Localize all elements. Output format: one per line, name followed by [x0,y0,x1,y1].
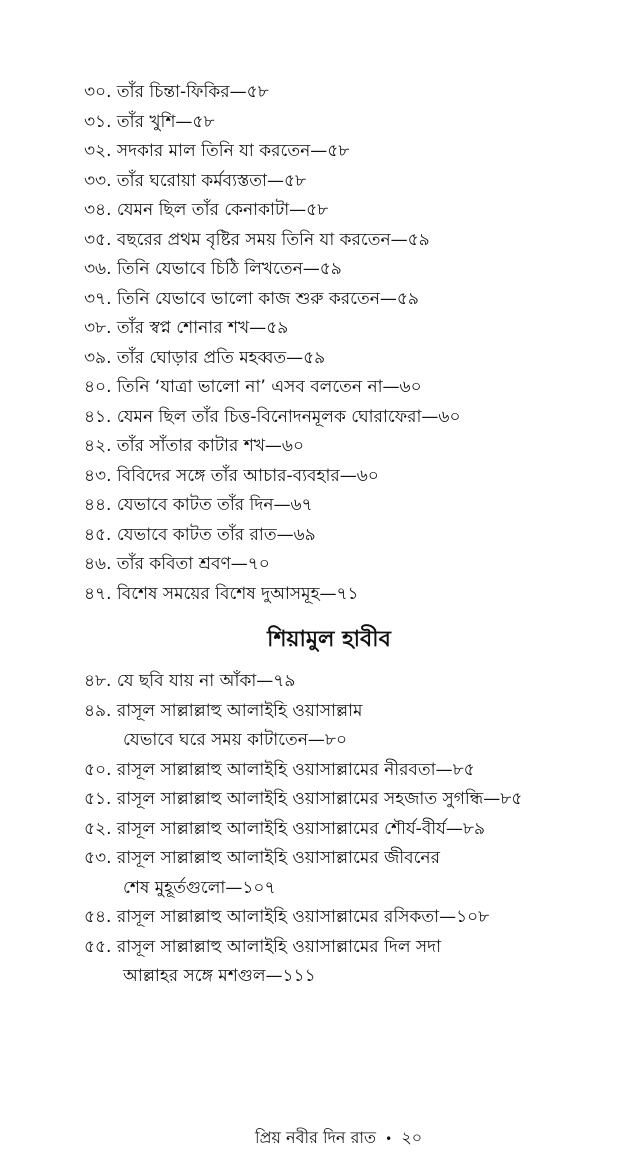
toc-entry: ৪৬. তাঁর কবিতা শ্রবণ—৭০ [84,554,270,574]
toc-entry: ৩৭. তিনি যেভাবে ভালো কাজ শুরু করতেন—৫৯ [84,288,419,309]
page-footer [255,1125,422,1152]
toc-entry: ৪১. যেমন ছিল তাঁর চিত্ত-বিনোদনমূলক ঘোরাফেরা—৬০ [84,406,461,427]
toc-entry-continuation: যেভাবে ঘরে সময় কাটাতেন—৮০ [123,730,347,750]
toc-entry: ৩৮. তাঁর স্বপ্ন শোনার শখ—৫৯ [84,318,289,338]
toc-entry: ৪৪. যেভাবে কাটত তাঁর দিন—৬৭ [84,495,313,515]
toc-entry-continuation: শেষ মুহূর্তগুলো—১০৭ [123,877,276,898]
toc-entry: ৩৫. বছরের প্রথম বৃষ্টির সময় তিনি যা করতেন—৫৯ [84,229,430,250]
toc-entry: ৩০. তাঁর চিন্তা-ফিকির—৫৮ [84,82,269,102]
toc-entry: ৪২. তাঁর সাঁতার কাটার শখ—৬০ [84,436,305,456]
toc-entry-continuation: আল্লাহর সঙ্গে মশগুল—১১১ [123,966,316,986]
toc-entry: ৩৩. তাঁর ঘরোয়া কর্মব্যস্ততা—৫৮ [84,170,307,191]
section-heading: শিয়ামুল হাবীব [267,627,391,652]
toc-entry: ৩৬. তিনি যেভাবে চিঠি লিখতেন—৫৯ [84,259,342,279]
toc-entry: ৪৩. বিবিদের সঙ্গে তাঁর আচার-ব্যবহার—৬০ [84,465,379,486]
bullet-separator: • [385,1132,393,1146]
toc-entry: ৪৫. যেভাবে কাটত তাঁর রাত—৬৯ [84,524,316,545]
toc-entry: ৫১. রাসূল সাল্লাল্লাহু আলাইহি ওয়াসাল্লামের সহজাত সুগন্ধি—৮৫ [84,789,523,809]
toc-entry: ৪৮. যে ছবি যায় না আঁকা—৭৯ [84,671,296,691]
toc-entry: ৫৫. রাসূল সাল্লাল্লাহু আলাইহি ওয়াসাল্লামের দিল সদা [84,936,442,957]
toc-entry: ৩১. তাঁর খুশি—৫৮ [84,111,215,132]
toc-entry: ৫০. রাসূল সাল্লাল্লাহু আলাইহি ওয়াসাল্লামের নীরবতা—৮৫ [84,759,475,780]
toc-entry: ৩৪. যেমন ছিল তাঁর কেনাকাটা—৫৮ [84,200,329,220]
toc-entry: ৫৩. রাসূল সাল্লাল্লাহু আলাইহি ওয়াসাল্লামের জীবনের [84,848,440,868]
toc-entry: ৫৪. রাসূল সাল্লাল্লাহু আলাইহি ওয়াসাল্লামের রসিকতা—১০৮ [84,907,490,927]
toc-entry: ৪৭. বিশেষ সময়ের বিশেষ দুআসমূহ—৭১ [84,583,359,604]
toc-entry: ৩২. সদকার মাল তিনি যা করতেন—৫৮ [84,141,350,161]
table-of-contents [84,78,604,992]
toc-entry: ৪০. তিনি ‘যাত্রা ভালো না’ এসব বলতেন না—৬০ [84,377,422,397]
page-number: ২০ [401,1128,423,1147]
toc-entry: ৫২. রাসূল সাল্লাল্লাহু আলাইহি ওয়াসাল্লামের শৌর্য-বীর্য—৮৯ [84,818,485,839]
toc-entry: ৪৯. রাসূল সাল্লাল্লাহু আলাইহি ওয়াসাল্লাম [84,700,363,721]
book-title: প্রিয় নবীর দিন রাত [255,1128,377,1147]
toc-entry: ৩৯. তাঁর ঘোড়ার প্রতি মহব্বত—৫৯ [84,347,326,368]
